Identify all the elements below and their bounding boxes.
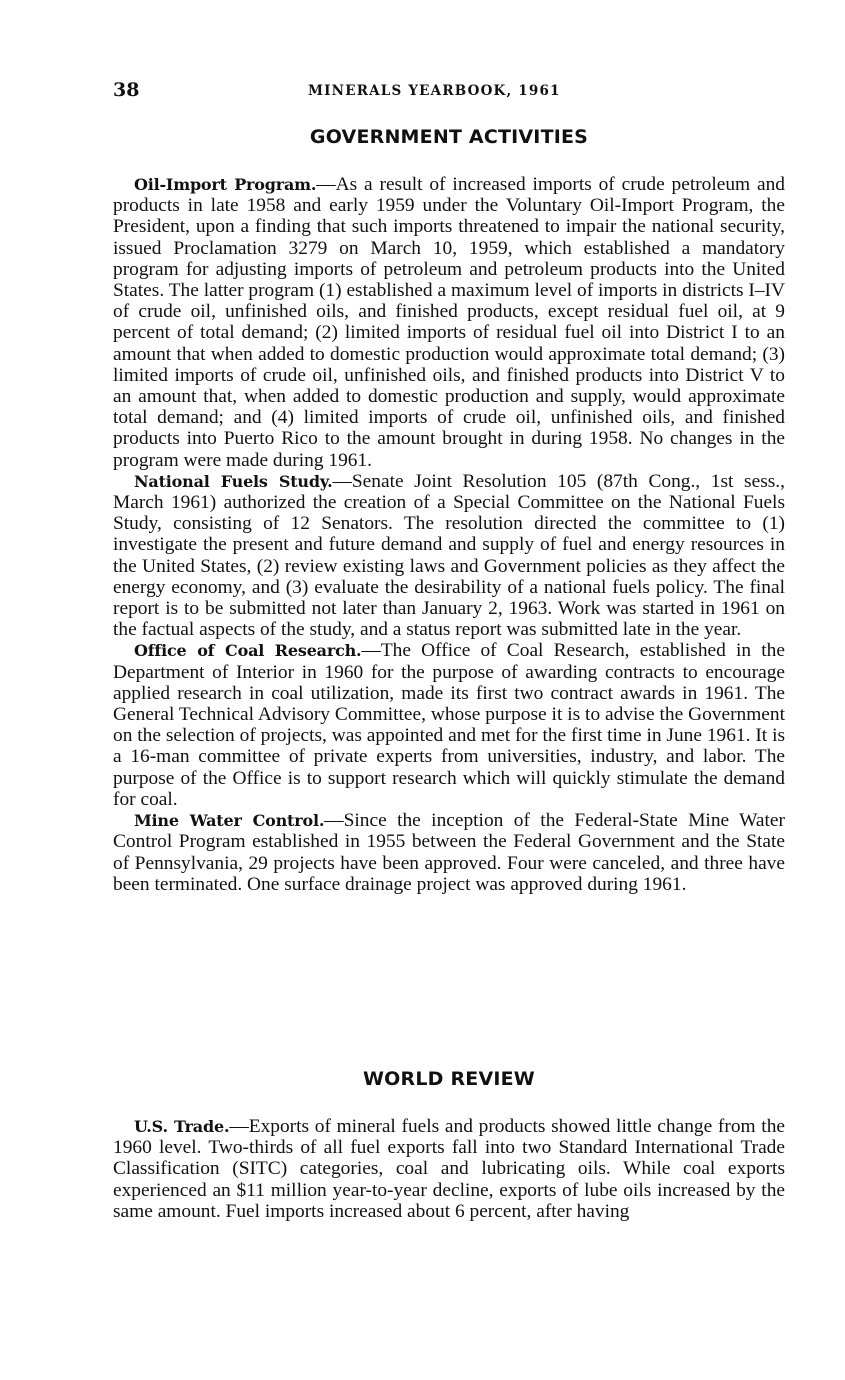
paragraph-national-fuels-study — [113, 471, 785, 641]
paragraph-title: Mine Water Control. — [134, 811, 325, 831]
paragraph-title: Oil-Import Program. — [134, 175, 317, 194]
section-body-world-review — [113, 1116, 785, 1222]
section-heading-government-activities: GOVERNMENT ACTIVITIES — [309, 126, 589, 148]
paragraph-text: —Exports of mineral fuels and products showed little change from the 1960 level. Two-thirds of all fuel exports fall into two Standard International Trade Classification (SITC) categories, coal and lubricating oils. While coal exports experienced an $11 million year-to-year decline, exports of lube oils increased by the same amount. Fuel imports increased about 6 percent, after having — [113, 1116, 785, 1222]
paragraph-office-of-coal-research — [113, 640, 785, 810]
running-head: MINERALS YEARBOOK, 1961 — [308, 83, 561, 99]
paragraph-text: —Since the inception of the Federal-State Mine Water Control Program established in 1955 between the Federal Government and the State of Pennsylvania, 29 projects have been approved. Four were canceled, and three have been terminated. One surface drainage project was approved during 1961. — [113, 810, 785, 895]
paragraph-text: —The Office of Coal Research, established in the Department of Interior in 1960 for the purpose of awarding contracts to encourage applied research in coal utilization, made its first two contract awards in 1961. The General Technical Advisory Committee, whose purpose it is to advise the Government on the selection of projects, was appointed and met for the first time in June 1961. It is a 16-man committee of private experts from universities, industry, and labor. The purpose of the Office is to support research which will quickly stimulate the demand for coal. — [113, 640, 785, 810]
paragraph-text: —As a result of increased imports of crude petroleum and products in late 1958 and early 1959 under the Voluntary Oil-Import Program, the President, upon a finding that such imports threatened to impair the national security, issued Proclamation 3279 on March 10, 1959, which established a mandatory program for adjusting imports of petroleum and petroleum products into the United States. The latter program (1) established a maximum level of imports in districts I–IV of crude oil, unfinished oils, and finished products, except residual fuel oil, at 9 percent of total demand; (2) limited imports of residual fuel oil into District I to an amount that when added to domestic production would approximate total demand; (3) limited imports of crude oil, unfinished oils, and finished products into District V to an amount that, when added to domestic production and supply, would approximate total demand; and (4) limited imports of crude oil, unfinished oils, and finished products into Puerto Rico to the amount brought in during 1958. No changes in the program were made during 1961. — [113, 174, 785, 471]
paragraph-title: National Fuels Study. — [134, 471, 333, 491]
paragraph-us-trade — [113, 1116, 785, 1222]
paragraph-title: Office of Coal Research. — [134, 641, 362, 661]
section-heading-world-review: WORLD REVIEW — [363, 1068, 535, 1090]
section-body-government-activities — [113, 174, 785, 895]
paragraph-text: —Senate Joint Resolution 105 (87th Cong., 1st sess., March 1961) authorized the creation of a Special Committee on the National Fuels Study, consisting of 12 Senators. The resolution directed the committee to (1) investigate the present and future demand and supply of fuel and energy resources in the United States, (2) review existing laws and Government policies as they affect the energy economy, and (3) evaluate the desirability of a national fuels policy. The final report is to be submitted not later than January 2, 1963. Work was started in 1961 on the factual aspects of the study, and a status report was submitted late in the year. — [113, 470, 785, 641]
paragraph-mine-water-control — [113, 810, 785, 895]
page-header — [113, 79, 785, 103]
paragraph-title: U.S. Trade. — [134, 1117, 230, 1136]
paragraph-oil-import-program — [113, 174, 785, 471]
page-number: 38 — [113, 79, 140, 101]
